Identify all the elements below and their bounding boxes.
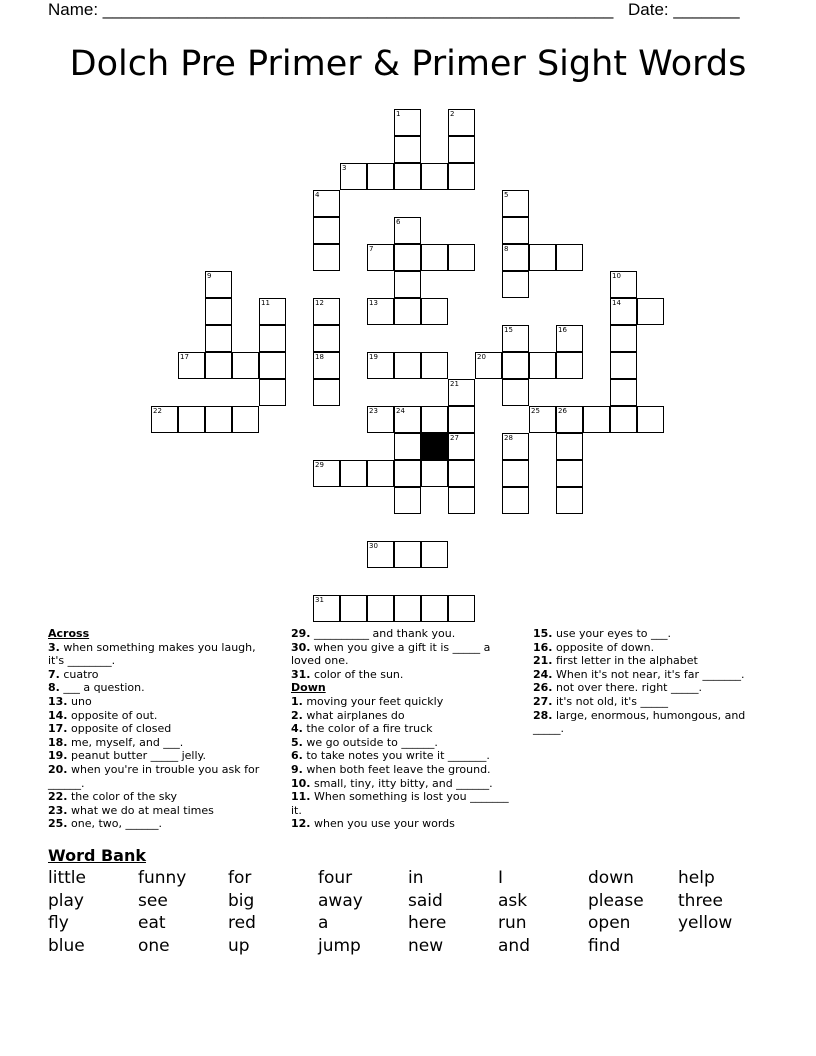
clues-column-2 [291, 627, 513, 831]
clue-number: 9 [207, 272, 212, 280]
clue-number: 8 [504, 245, 509, 253]
grid-cell[interactable] [313, 352, 340, 379]
word-bank-word: three [678, 890, 723, 911]
clue-item [48, 817, 270, 831]
grid-cell[interactable] [610, 406, 637, 433]
word-bank-word: new [408, 936, 444, 957]
grid-cell[interactable] [421, 460, 448, 487]
clue-item [48, 722, 270, 736]
grid-cell[interactable] [313, 298, 340, 325]
grid-cell[interactable] [313, 460, 340, 487]
clue-number: 15. [533, 627, 553, 640]
grid-cell[interactable] [178, 406, 205, 433]
clue-number: 26 [558, 407, 567, 415]
grid-cell[interactable] [313, 325, 340, 352]
clue-number: 2 [450, 110, 455, 118]
clue-number: 22. [48, 790, 68, 804]
word-bank-word: little [48, 868, 86, 888]
word-bank-word: here [408, 913, 447, 934]
grid-cell[interactable] [151, 406, 178, 433]
grid-cell[interactable] [556, 406, 583, 433]
clue-number: 20 [477, 353, 486, 361]
clue-number: 16 [558, 326, 567, 334]
clue-number: 11 [261, 299, 270, 307]
word-bank-word: open [588, 913, 631, 934]
clue-text: When something is lost you _______ it. [291, 790, 509, 817]
grid-cell[interactable] [367, 541, 394, 568]
clue-item [533, 695, 755, 709]
clue-number: 29. [291, 627, 311, 640]
grid-cell[interactable] [610, 325, 637, 352]
clue-number: 20. [48, 762, 68, 776]
word-bank-word: run [498, 913, 527, 934]
clue-text: when you use your words [310, 817, 455, 831]
grid-cell[interactable] [448, 487, 475, 514]
clue-item [533, 627, 755, 641]
grid-cell[interactable] [340, 460, 367, 487]
clue-text: the color of the sky [67, 790, 177, 804]
word-bank-word: jump [318, 936, 361, 957]
clue-item [48, 641, 270, 668]
clue-item [291, 777, 513, 791]
grid-cell[interactable] [367, 352, 394, 379]
clue-number: 1 [396, 110, 401, 118]
clue-item [291, 722, 513, 736]
grid-cell[interactable] [448, 433, 475, 460]
clue-text: opposite of out. [67, 708, 158, 722]
clue-text: when you give a gift it is _____ a loved one. [291, 640, 491, 668]
clue-number: 11. [291, 790, 311, 804]
grid-cell[interactable] [394, 136, 421, 163]
clue-number: 17. [48, 722, 68, 736]
clue-item [291, 736, 513, 750]
word-bank-word: funny [138, 868, 187, 888]
word-bank-word: and [498, 936, 530, 957]
clue-text: When it's not near, it's far _______. [552, 667, 745, 681]
grid-cell[interactable] [178, 352, 205, 379]
clue-number: 7 [369, 245, 374, 253]
grid-cell[interactable] [367, 406, 394, 433]
grid-cell[interactable] [502, 460, 529, 487]
clue-item [533, 709, 755, 736]
clue-item [291, 668, 513, 682]
grid-cell[interactable] [259, 298, 286, 325]
clue-number: 13. [48, 694, 68, 708]
word-bank-word: please [588, 890, 644, 911]
clue-number: 4 [315, 191, 320, 199]
grid-cell[interactable] [448, 109, 475, 136]
grid-cell[interactable] [475, 352, 502, 379]
clue-item [291, 749, 513, 763]
clue-text: first letter in the alphabet [552, 654, 698, 668]
word-bank-word: in [408, 868, 424, 888]
grid-cell[interactable] [394, 352, 421, 379]
clue-item [533, 668, 755, 682]
grid-cell[interactable] [421, 244, 448, 271]
clue-text: one, two, ______. [67, 817, 162, 831]
clue-number: 27 [450, 434, 459, 442]
grid-cell[interactable] [610, 379, 637, 406]
clue-number: 24 [396, 407, 405, 415]
grid-cell[interactable] [529, 244, 556, 271]
grid-cell[interactable] [556, 487, 583, 514]
grid-cell[interactable] [394, 271, 421, 298]
grid-cell[interactable] [556, 325, 583, 352]
word-bank-word: big [228, 890, 255, 911]
word-bank-word: red [228, 913, 256, 934]
clue-item [291, 641, 513, 668]
clue-number: 8. [48, 681, 60, 695]
grid-cell[interactable] [448, 244, 475, 271]
grid-cell[interactable] [367, 244, 394, 271]
grid-cell[interactable] [448, 163, 475, 190]
grid-cell[interactable] [394, 109, 421, 136]
clue-number: 5 [504, 191, 509, 199]
clue-number: 6. [291, 749, 303, 763]
clue-text: when you're in trouble you ask for ______. [48, 762, 260, 790]
grid-cell[interactable] [421, 163, 448, 190]
word-bank-word: eat [138, 913, 166, 934]
clue-number: 30. [291, 640, 311, 654]
clue-number: 3 [342, 164, 347, 172]
clue-text: when both feet leave the ground. [302, 762, 491, 776]
clue-number: 21 [450, 380, 459, 388]
grid-cell[interactable] [205, 271, 232, 298]
grid-cell[interactable] [448, 136, 475, 163]
grid-cell[interactable] [232, 352, 259, 379]
word-bank-word: up [228, 936, 250, 957]
clue-number: 18 [315, 353, 324, 361]
word-bank-word: down [588, 868, 634, 888]
clue-item [291, 763, 513, 777]
grid-block [421, 433, 448, 460]
clue-number: 24. [533, 667, 553, 681]
grid-cell[interactable] [637, 406, 664, 433]
clue-text: large, enormous, humongous, and _____. [533, 708, 746, 736]
page-title: Dolch Pre Primer & Primer Sight Words [69, 44, 747, 84]
clue-number: 26. [533, 681, 553, 695]
clue-item [533, 681, 755, 695]
clue-number: 17 [180, 353, 189, 361]
grid-cell[interactable] [556, 244, 583, 271]
clue-item [48, 790, 270, 804]
grid-cell[interactable] [637, 298, 664, 325]
grid-cell[interactable] [394, 595, 421, 622]
clue-number: 23 [369, 407, 378, 415]
grid-cell[interactable] [367, 163, 394, 190]
word-bank-word: ask [498, 890, 528, 911]
word-bank-word: play [48, 890, 84, 911]
clue-text: the color of a fire truck [302, 722, 433, 736]
grid-cell[interactable] [556, 433, 583, 460]
clue-text: peanut butter _____ jelly. [67, 749, 206, 763]
clue-text: we go outside to ______. [302, 735, 438, 749]
clue-number: 25. [48, 817, 68, 831]
grid-cell[interactable] [394, 244, 421, 271]
clue-item [48, 749, 270, 763]
clue-item [291, 695, 513, 709]
grid-cell[interactable] [394, 487, 421, 514]
grid-cell[interactable] [448, 595, 475, 622]
grid-cell[interactable] [556, 460, 583, 487]
clue-item [291, 790, 513, 817]
clue-text: small, tiny, itty bitty, and ______. [310, 776, 493, 790]
word-bank-word: one [138, 936, 170, 957]
clue-text: opposite of closed [67, 722, 172, 736]
grid-cell[interactable] [529, 406, 556, 433]
grid-cell[interactable] [502, 325, 529, 352]
clue-item [291, 627, 513, 641]
grid-cell[interactable] [583, 406, 610, 433]
grid-cell[interactable] [394, 541, 421, 568]
clue-number: 25 [531, 407, 540, 415]
clue-number: 10 [612, 272, 621, 280]
clue-text: what we do at meal times [67, 803, 214, 817]
clue-text: opposite of down. [552, 640, 655, 654]
clue-item [533, 654, 755, 668]
clue-number: 16. [533, 640, 553, 654]
grid-cell[interactable] [313, 244, 340, 271]
clue-number: 12 [315, 299, 324, 307]
clue-number: 15 [504, 326, 513, 334]
grid-cell[interactable] [502, 217, 529, 244]
grid-cell[interactable] [502, 379, 529, 406]
grid-cell[interactable] [421, 298, 448, 325]
word-bank-word: find [588, 936, 621, 957]
grid-cell[interactable] [529, 352, 556, 379]
across-heading: Across [48, 627, 90, 640]
grid-cell[interactable] [313, 379, 340, 406]
grid-cell[interactable] [259, 325, 286, 352]
clue-number: 21. [533, 654, 553, 668]
name-field-label: Name: ______________________________________________________ [48, 0, 614, 19]
grid-cell[interactable] [205, 298, 232, 325]
clue-number: 7. [48, 667, 60, 681]
grid-cell[interactable] [367, 298, 394, 325]
clue-number: 14. [48, 708, 68, 722]
grid-cell[interactable] [313, 190, 340, 217]
clue-number: 27. [533, 694, 553, 708]
word-bank-word: four [318, 868, 353, 888]
clue-number: 14 [612, 299, 621, 307]
clue-number: 18. [48, 735, 68, 749]
clue-number: 28. [533, 708, 553, 722]
word-bank-word: for [228, 868, 252, 888]
clue-text: not over there. right _____. [552, 681, 702, 695]
clue-text: it's not old, it's _____ [552, 694, 669, 708]
grid-cell[interactable] [394, 163, 421, 190]
grid-cell[interactable] [610, 298, 637, 325]
grid-cell[interactable] [556, 352, 583, 379]
word-bank-word: fly [48, 913, 69, 934]
clue-number: 28 [504, 434, 513, 442]
clue-text: moving your feet quickly [302, 694, 444, 708]
word-bank-word: blue [48, 936, 85, 957]
grid-cell[interactable] [394, 433, 421, 460]
grid-cell[interactable] [340, 595, 367, 622]
clues-column-3 [533, 627, 755, 736]
grid-cell[interactable] [313, 217, 340, 244]
clue-number: 19. [48, 749, 68, 763]
clue-number: 30 [369, 542, 378, 550]
word-bank-word: see [138, 890, 168, 911]
grid-cell[interactable] [394, 460, 421, 487]
clues-column-1 [48, 627, 270, 831]
word-bank-word: yellow [678, 913, 733, 934]
clue-number: 19 [369, 353, 378, 361]
word-bank-word: help [678, 868, 715, 888]
grid-cell[interactable] [394, 406, 421, 433]
clue-text: ___ a question. [59, 681, 145, 695]
grid-cell[interactable] [502, 271, 529, 298]
grid-cell[interactable] [340, 163, 367, 190]
word-bank-word: I [498, 868, 504, 888]
clue-number: 29 [315, 461, 324, 469]
word-bank-word: said [408, 890, 443, 911]
word-bank-word: a [318, 913, 329, 934]
grid-cell[interactable] [502, 352, 529, 379]
grid-cell[interactable] [448, 406, 475, 433]
grid-cell[interactable] [502, 190, 529, 217]
word-bank-title: Word Bank [48, 846, 147, 865]
grid-cell[interactable] [610, 352, 637, 379]
grid-cell[interactable] [232, 406, 259, 433]
grid-cell[interactable] [367, 595, 394, 622]
grid-cell[interactable] [502, 487, 529, 514]
grid-cell[interactable] [367, 460, 394, 487]
clue-text: cuatro [59, 667, 99, 681]
clue-item [48, 709, 270, 723]
clue-number: 10. [291, 776, 311, 790]
grid-cell[interactable] [205, 406, 232, 433]
clue-number: 6 [396, 218, 401, 226]
clue-text: me, myself, and ___. [67, 735, 184, 749]
grid-cell[interactable] [502, 433, 529, 460]
clue-text: what airplanes do [302, 708, 405, 722]
clue-number: 3. [48, 640, 60, 654]
clue-text: to take notes you write it _______. [302, 749, 490, 763]
grid-cell[interactable] [421, 352, 448, 379]
clue-item [48, 736, 270, 750]
grid-cell[interactable] [610, 271, 637, 298]
clue-item [48, 681, 270, 695]
clue-item [48, 763, 270, 790]
grid-cell[interactable] [259, 379, 286, 406]
clue-number: 31. [291, 667, 311, 681]
clue-number: 2. [291, 708, 303, 722]
clue-item [291, 817, 513, 831]
grid-cell[interactable] [502, 244, 529, 271]
grid-cell[interactable] [394, 217, 421, 244]
grid-cell[interactable] [421, 406, 448, 433]
date-field-label: Date: _______ [628, 0, 740, 19]
clue-text: color of the sun. [310, 667, 404, 681]
clue-number: 31 [315, 596, 324, 604]
grid-cell[interactable] [313, 595, 340, 622]
clue-item [48, 804, 270, 818]
grid-cell[interactable] [448, 379, 475, 406]
clue-number: 12. [291, 817, 311, 831]
clue-number: 1. [291, 694, 303, 708]
down-heading: Down [291, 681, 326, 695]
clue-number: 23. [48, 803, 68, 817]
word-bank-word: away [318, 890, 363, 911]
grid-cell[interactable] [205, 352, 232, 379]
clue-number: 5. [291, 735, 303, 749]
grid-cell[interactable] [448, 460, 475, 487]
grid-cell[interactable] [421, 541, 448, 568]
clue-item [48, 668, 270, 682]
grid-cell[interactable] [259, 352, 286, 379]
clue-text: use your eyes to ___. [552, 627, 672, 640]
clue-text: __________ and thank you. [310, 627, 456, 640]
clue-item [48, 695, 270, 709]
clue-number: 9. [291, 762, 303, 776]
clue-item [533, 641, 755, 655]
grid-cell[interactable] [394, 298, 421, 325]
grid-cell[interactable] [205, 325, 232, 352]
clue-text: uno [67, 694, 92, 708]
clue-text: when something makes you laugh, it's ________. [48, 640, 256, 668]
grid-cell[interactable] [421, 595, 448, 622]
clue-number: 22 [153, 407, 162, 415]
clue-number: 4. [291, 722, 303, 736]
clue-item [291, 709, 513, 723]
clue-number: 13 [369, 299, 378, 307]
